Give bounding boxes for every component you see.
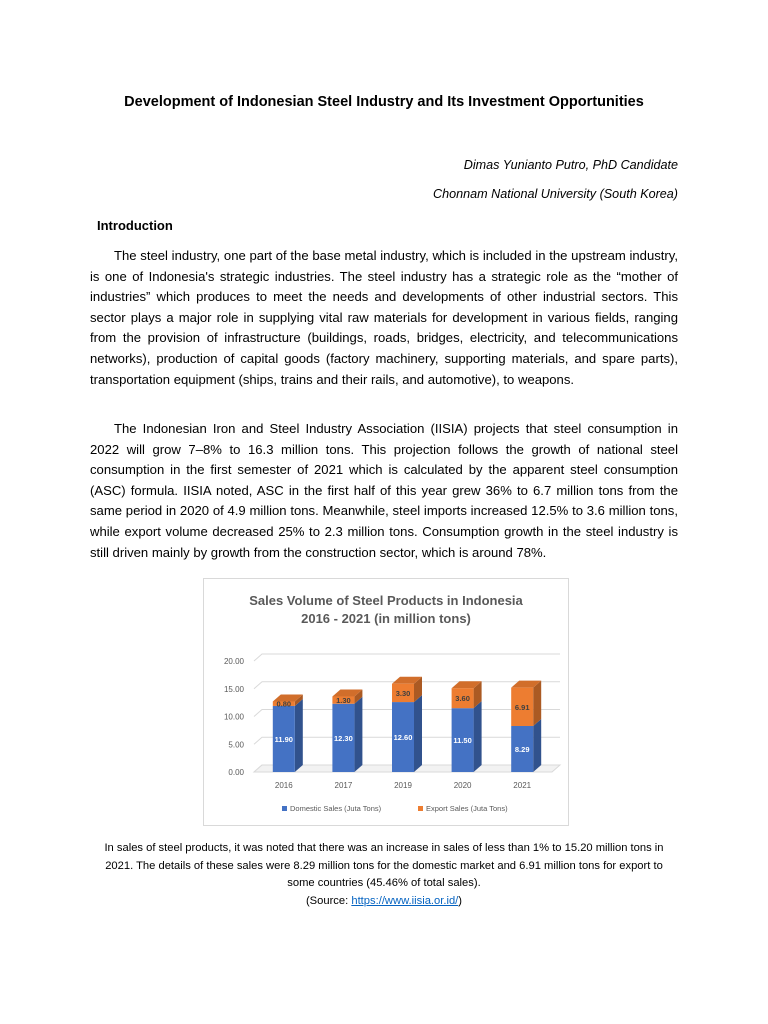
data-label: 12.30 [334, 733, 353, 743]
data-label: 12.60 [393, 733, 413, 743]
x-tick-label: 2016 [274, 781, 293, 790]
source-suffix: ) [458, 894, 463, 907]
paragraph-1: The steel industry, one part of the base metal industry, which is included in the upstream industry, is one of Indonesia's strategic industries. The steel industry has a strategic role as the “mother of industries” which produces to meet the needs and developments of other industrial sectors. This sector plays a major role in supplying vital raw materials for development in various fields, ranging from the provision of infrastructure (buildings, roads, bridges, electricity, and telecommunications networks), production of capital goods (factory machinery, supporting materials, and spare parts), transportation equipment (ships, trains and their rails, and automotive), to weapons. [90, 248, 678, 387]
source-prefix: (Source: [305, 894, 352, 907]
y-tick-label: 0.00 [228, 768, 244, 777]
data-label: 8.29 [514, 744, 530, 754]
section-heading: Introduction [97, 218, 173, 233]
legend-label: Domestic Sales (Juta Tons) [290, 804, 382, 813]
y-tick-label: 20.00 [223, 657, 244, 666]
bar-side [474, 701, 482, 772]
chart-canvas [204, 579, 568, 825]
data-label: 0.80 [276, 699, 292, 709]
x-tick-label: 2017 [334, 781, 353, 790]
bar-side [354, 697, 362, 772]
data-label: 1.30 [336, 696, 351, 706]
chart-title: Sales Volume of Steel Products in Indonesia [249, 593, 523, 608]
data-label: 3.30 [395, 688, 411, 698]
figure-caption [90, 840, 678, 910]
legend-label: Export Sales (Juta Tons) [426, 804, 508, 813]
data-label: 3.60 [455, 694, 470, 704]
bar-side [414, 695, 422, 772]
caption-source [90, 893, 678, 911]
y-tick-label: 15.00 [223, 684, 244, 694]
document-title: Development of Indonesian Steel Industry and Its Investment Opportunities [124, 94, 644, 110]
data-label: 11.50 [453, 736, 472, 746]
gridline [254, 654, 560, 661]
data-label: 6.91 [514, 702, 530, 712]
legend-swatch [282, 806, 287, 811]
author-name: Dimas Yunianto Putro, PhD Candidate [463, 158, 678, 172]
data-label: 11.90 [274, 734, 293, 744]
caption-text: In sales of steel products, it was noted that there was an increase in sales of less than 1% to 15.20 million tons in 2021. The details of these sales were 8.29 million tons for the domestic market and 6.91 million tons for export to some countries (45.46% of total sales). [104, 842, 664, 890]
y-tick-label: 10.00 [223, 712, 244, 722]
bar-side [533, 681, 541, 726]
source-link[interactable]: https://www.iisia.or.id/ [351, 894, 459, 907]
x-tick-label: 2020 [453, 781, 472, 790]
x-tick-label: 2021 [513, 781, 532, 790]
legend-swatch [418, 806, 423, 811]
x-tick-label: 2019 [394, 781, 412, 790]
bar-side [295, 699, 303, 772]
y-tick-label: 5.00 [228, 740, 244, 750]
sales-volume-chart [203, 578, 569, 826]
paragraph-2: The Indonesian Iron and Steel Industry Association (IISIA) projects that steel consumption in 2022 will grow 7–8% to 16.3 million tons. This projection follows the growth of national steel consumption in the first semester of 2021 which is calculated by the apparent steel consumption (ASC) formula. IISIA noted, ASC in the first half of this year grew 36% to 6.7 million tons from the same period in 2020 of 4.9 million tons. Meanwhile, steel imports increased 12.5% to 3.6 million tons, while export volume decreased 25% to 2.3 million tons. Consumption growth in the steel industry is still driven mainly by growth from the construction sector, which is around 78%. [90, 421, 678, 560]
chart-subtitle: 2016 - 2021 (in million tons) [301, 611, 471, 626]
author-affiliation: Chonnam National University (South Korea) [433, 187, 678, 201]
bar-side [533, 719, 541, 772]
